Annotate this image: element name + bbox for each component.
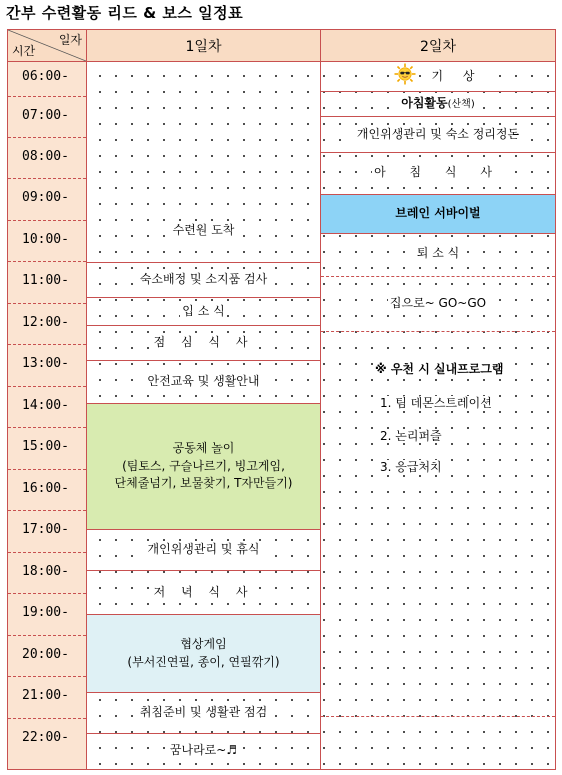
time-label: 07:00- [22, 108, 69, 123]
team-line2: 단체줄넘기, 보물찾기, T자만들기) [114, 476, 293, 491]
corner-top-label: 일자 [58, 33, 82, 47]
breakfast-text: 아 침 식 사 [372, 164, 504, 181]
time-divider [8, 220, 86, 221]
cleanup-text: 개인위생관리 및 숙소 정리정돈 [355, 126, 521, 143]
wakeup-text: 기 상 [430, 68, 485, 85]
row-divider [321, 716, 555, 717]
negotiation-sub: (부서진연필, 종이, 연필깎기) [127, 654, 280, 669]
time-divider [8, 718, 86, 719]
day2-home [321, 277, 555, 330]
time-divider [8, 261, 86, 262]
time-divider [8, 635, 86, 636]
room-text: 숙소배정 및 소지품 검사 [138, 271, 269, 288]
day1-arrival [87, 205, 320, 257]
time-label: 14:00- [22, 398, 69, 413]
time-divider [8, 676, 86, 677]
day1-safety [87, 361, 320, 403]
time-column [8, 62, 86, 769]
rain-item-text: 1. 팀 데몬스트레이션 [380, 396, 492, 410]
day2-exit [321, 234, 555, 274]
time-label: 22:00- [22, 730, 69, 745]
time-divider [8, 593, 86, 594]
day2-morning-activity [321, 92, 555, 116]
entrance-text: 입 소 식 [180, 303, 226, 320]
hygiene-text: 개인위생관리 및 휴식 [146, 541, 262, 558]
day2-wakeup [321, 62, 555, 91]
exit-text: 퇴 소 식 [415, 245, 461, 262]
day2-breakfast [321, 153, 555, 193]
rain-program-item [378, 458, 444, 475]
team-title: 공동체 놀이 [172, 441, 235, 456]
brain-text: 브레인 서바이벌 [395, 206, 481, 221]
time-divider [8, 552, 86, 553]
negotiation-title: 협상게임 [180, 637, 227, 652]
bedtime-text: 취침준비 및 생활관 점검 [138, 704, 269, 721]
time-divider [8, 178, 86, 179]
time-divider [8, 469, 86, 470]
time-divider [8, 386, 86, 387]
home-text: 집으로~ GO~GO [388, 295, 488, 312]
time-label: 08:00- [22, 149, 69, 164]
time-divider [8, 510, 86, 511]
time-label: 15:00- [22, 439, 69, 454]
day1-room-assignment [87, 263, 320, 297]
day1-dream [87, 734, 320, 768]
corner-diagonal [8, 30, 86, 61]
rain-title-text: ※ 우천 시 실내프로그램 [375, 362, 504, 376]
day2-header: 2일차 [321, 30, 555, 61]
time-divider [8, 303, 86, 304]
time-label: 06:00- [22, 69, 69, 84]
morning-activity-title: 아침활동 [401, 96, 448, 111]
dinner-text: 저 녁 식 사 [152, 584, 256, 601]
corner-header [8, 30, 86, 61]
time-label: 11:00- [22, 273, 69, 288]
time-label: 13:00- [22, 356, 69, 371]
time-label: 18:00- [22, 564, 69, 579]
day1-lunch [87, 326, 320, 360]
sun-sunglasses-icon [392, 63, 418, 90]
day1-negotiation-game [87, 615, 320, 692]
rain-program-item [378, 394, 494, 411]
day2-brain-survival [321, 195, 555, 233]
time-label: 21:00- [22, 688, 69, 703]
arrival-text: 수련원 도착 [171, 222, 237, 239]
time-label: 17:00- [22, 522, 69, 537]
rain-item-text: 2. 논리퍼즐 [380, 429, 442, 443]
time-divider [8, 427, 86, 428]
day1-bedtime [87, 693, 320, 733]
safety-text: 안전교육 및 생활안내 [146, 373, 262, 390]
time-divider [8, 96, 86, 97]
rain-program-item [378, 427, 444, 444]
team-line1: (팀토스, 구슬나르기, 빙고게임, [122, 458, 285, 473]
time-label: 19:00- [22, 605, 69, 620]
corner-bottom-label: 시간 [12, 44, 36, 58]
rain-item-text: 3. 응급처치 [380, 460, 442, 474]
day2-cleanup [321, 117, 555, 152]
time-label: 16:00- [22, 481, 69, 496]
page-title: 간부 수련활동 리드 & 보스 일정표 [6, 4, 244, 22]
morning-activity-sub: (산책) [447, 99, 475, 111]
time-divider [8, 344, 86, 345]
time-label: 20:00- [22, 647, 69, 662]
day1-team-activity [87, 404, 320, 529]
rain-program-title [373, 360, 506, 377]
day1-dinner [87, 571, 320, 614]
lunch-text: 점 심 식 사 [152, 334, 256, 351]
day1-header: 1일차 [87, 30, 320, 61]
day1-hygiene [87, 530, 320, 570]
time-label: 12:00- [22, 315, 69, 330]
time-divider [8, 137, 86, 138]
row-divider [321, 331, 555, 332]
dream-text: 꿈나라로~♬ [168, 742, 239, 759]
time-label: 10:00- [22, 232, 69, 247]
day1-entrance [87, 298, 320, 325]
time-label: 09:00- [22, 190, 69, 205]
